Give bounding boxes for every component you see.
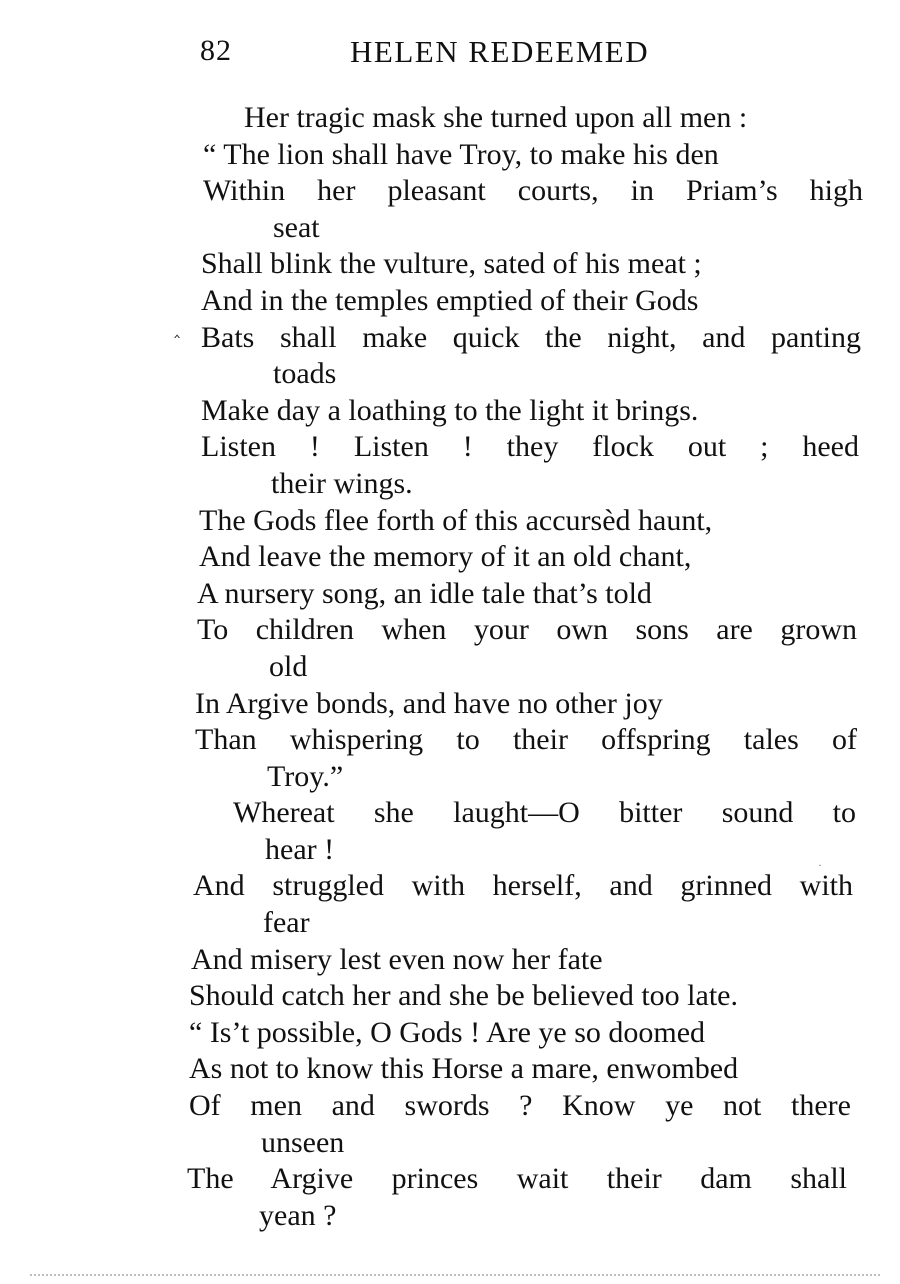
- poem-line-turnover: unseen: [261, 1125, 345, 1159]
- running-title: HELEN REDEEMED: [350, 34, 650, 69]
- poem-line: To children when your own sons are grown: [197, 613, 857, 647]
- poem-line: Whereat she laught—O bitter sound to: [233, 796, 856, 830]
- poem-line-turnover: old: [269, 649, 308, 683]
- poem-line-turnover: fear: [263, 906, 310, 940]
- poem-line: Shall blink the vulture, sated of his meat ;: [201, 247, 702, 281]
- poem-line: Her tragic mask she turned upon all men :: [244, 101, 748, 134]
- poem-line: Make day a loathing to the light it brings.: [201, 393, 699, 427]
- poem-line-turnover: toads: [273, 357, 337, 391]
- poem-line: Bats shall make quick the night, and panting: [201, 320, 861, 354]
- poem-line: Listen ! Listen ! they flock out ; heed: [201, 430, 859, 464]
- poem-line-turnover: yean ?: [259, 1198, 337, 1232]
- stray-mark: ·: [818, 858, 822, 872]
- poem-line: In Argive bonds, and have no other joy: [195, 686, 663, 720]
- poem-line: A nursery song, an idle tale that’s told: [197, 576, 652, 610]
- poem-line: Than whispering to their offspring tales of: [195, 723, 857, 757]
- running-head: [200, 34, 740, 78]
- poem-line: “ Is’t possible, O Gods ! Are ye so doomed: [189, 1015, 706, 1049]
- poem-line: The Argive princes wait their dam shall: [187, 1162, 847, 1196]
- poem-line: “ The lion shall have Troy, to make his den: [203, 137, 719, 171]
- poem-line-turnover: seat: [273, 210, 320, 244]
- poem-line: And leave the memory of it an old chant,: [199, 540, 692, 574]
- poem-line-turnover: hear !: [265, 832, 335, 866]
- poem-line: The Gods flee forth of this accursèd haunt,: [199, 503, 713, 537]
- poem-line: And in the temples emptied of their Gods: [201, 283, 699, 317]
- poem-line: And struggled with herself, and grinned with: [193, 869, 853, 903]
- poem-line: As not to know this Horse a mare, enwombed: [189, 1052, 739, 1086]
- poem-line: Of men and swords ? Know ye not there: [189, 1089, 851, 1123]
- margin-caret-mark: ‸: [174, 318, 181, 338]
- scan-noise-line: [30, 1274, 880, 1276]
- page-number: 82: [200, 34, 232, 67]
- poem-line-turnover: their wings.: [271, 466, 413, 500]
- poem-line-turnover: Troy.”: [267, 759, 344, 793]
- poem-line: Should catch her and she be believed too late.: [189, 979, 738, 1013]
- poem-line: Within her pleasant courts, in Priam’s high: [203, 174, 863, 208]
- poem-line: And misery lest even now her fate: [191, 942, 603, 976]
- poem-text: [0, 100, 900, 1234]
